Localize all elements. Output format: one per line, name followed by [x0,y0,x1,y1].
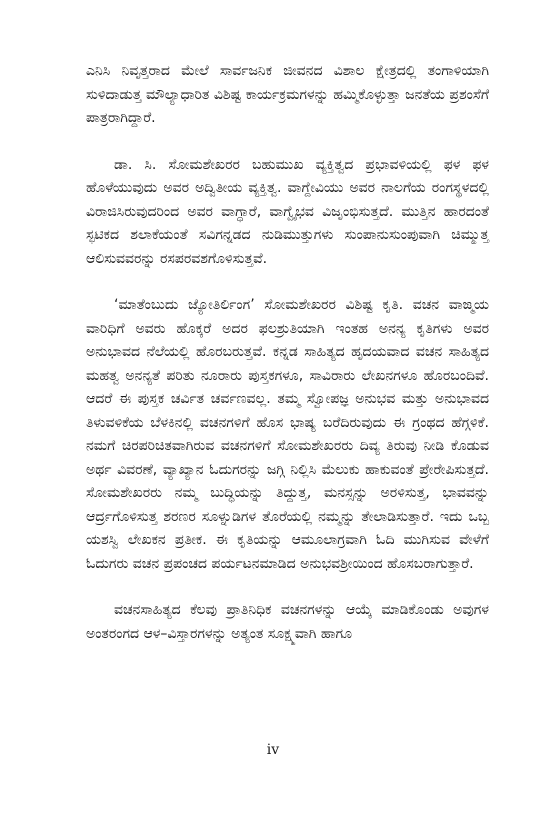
body-text [86,60,489,669]
paragraph-3: ‘ಮಾತೆಂಬುದು ಜ್ಯೋತಿರ್ಲಿಂಗ’ ಸೋಮಶೇಖರರ ವಿಶಿಷ್ಟ ಕೃತಿ. ವಚನ ವಾಙ್ಮಯ ವಾರಿಧಿಗೆ ಅವರು ಹೊಕ್ಕರೆ ಅದರ ಫಲಶ್ರುತಿಯಾಗಿ ಇಂತಹ ಅನನ್ಯ ಕೃತಿಗಳು ಅವರ ಅನುಭಾವದ ನೆಲೆಯಲ್ಲಿ ಹೊರಬರುತ್ತವೆ. ಕನ್ನಡ ಸಾಹಿತ್ಯದ ಹೃದಯವಾದ ವಚನ ಸಾಹಿತ್ಯದ ಮಹತ್ವ ಅನನ್ಯತೆ ಪರಿತು ನೂರಾರು ಪುಸ್ತಕಗಳೂ, ಸಾವಿರಾರು ಲೇಖನಗಳೂ ಹೊರಬಂದಿವೆ. ಆದರೆ ಈ ಪುಸ್ತಕ ಚರ್ವಿತ ಚರ್ವಣವಲ್ಲ. ತಮ್ಮ ಸ್ವೋಪಜ್ಞ ಅನುಭವ ಮತ್ತು ಅನುಭಾವದ ತಿಳುವಳಿಕೆಯ ಬೆಳಕಿನಲ್ಲಿ ವಚನಗಳಿಗೆ ಹೊಸ ಭಾಷ್ಯ ಬರೆದಿರುವುದು ಈ ಗ್ರಂಥದ ಹೆಗ್ಗಳಿಕೆ. ನಮಗೆ ಚಿರಪರಿಚಿತವಾಗಿರುವ ವಚನಗಳಿಗೆ ಸೋಮಶೇಖರರು ದಿವ್ಯ ತಿರುವು ನೀಡಿ ಕೊಡುವ ಅರ್ಥ ವಿವರಣೆ, ವ್ಯಾಖ್ಯಾನ ಓದುಗರನ್ನು ಜಗ್ಗಿ ನಿಲ್ಲಿಸಿ ಮೆಲುಕು ಹಾಕುವಂತೆ ಪ್ರೇರೇಪಿಸುತ್ತದೆ. ಸೋಮಶೇಖರರು ನಮ್ಮ ಬುದ್ಧಿಯನ್ನು ತಿದ್ದುತ್ತ, ಮನಸ್ಸನ್ನು ಅರಳಿಸುತ್ತ, ಭಾವವನ್ನು ಆರ್ದ್ರಗೊಳಿಸುತ್ತ ಶರಣರ ಸೂಳ್ನುಡಿಗಳ ತೊರೆಯಲ್ಲಿ ನಮ್ಮನ್ನು ತೇಲಾಡಿಸುತ್ತಾರೆ. ಇದು ಒಬ್ಬ ಯಶಸ್ವಿ ಲೇಖಕನ ಪ್ರತೀಕ. ಈ ಕೃತಿಯನ್ನು ಆಮೂಲಾಗ್ರವಾಗಿ ಓದಿ ಮುಗಿಸುವ ವೇಳೆಗೆ ಓದುಗರು ವಚನ ಪ್ರಪಂಚದ ಪರ್ಯಟನಮಾಡಿದ ಅನುಭವಶ್ರೀಯಿಂದ ಹೊಸಬರಾಗುತ್ತಾರೆ. [86,297,489,572]
paragraph-4: ವಚನಸಾಹಿತ್ಯದ ಕೆಲವು ಪ್ರಾತಿನಿಧಿಕ ವಚನಗಳನ್ನು ಆಯ್ಕೆ ಮಾಡಿಕೊಂಡು ಅವುಗಳ ಅಂತರಂಗದ ಆಳ–ವಿಸ್ತಾರಗಳನ್ನು ಅತ್ಯಂತ ಸೂಕ್ಷ್ಮವಾಗಿ ಹಾಗೂ [86,602,489,642]
page-number: iv [266,742,280,758]
paragraph-2: ಡಾ. ಸಿ. ಸೋಮಶೇಖರರ ಬಹುಮುಖ ವ್ಯಕ್ತಿತ್ವದ ಪ್ರಭಾವಳಿಯಲ್ಲಿ ಫಳ ಫಳ ಹೊಳೆಯುವುದು ಅವರ ಅದ್ವಿತೀಯ ವ್ಯಕ್ತಿತ್ವ. ವಾಗ್ದೇವಿಯು ಅವರ ನಾಲಗೆಯ ರಂಗಸ್ಥಳದಲ್ಲಿ ವಿರಾಜಿಸಿರುವುದರಿಂದ ಅವರ ವಾಗ್ಧಾರೆ, ವಾಗ್ವೈಭವ ವಿಜೃಂಭಿಸುತ್ತದೆ. ಮುತ್ತಿನ ಹಾರದಂತೆ ಸ್ಫಟಿಕದ ಶಲಾಕೆಯಂತೆ ಸವಿಗನ್ನಡದ ನುಡಿಮುತ್ತುಗಳು ಸುಂಪಾನುಸುಂಪುವಾಗಿ ಚಿಮ್ಮುತ್ತ ಆಲಿಸುವವರನ್ನು ರಸಪರವಶಗೊಳಿಸುತ್ತವೆ. [86,156,489,267]
paragraph-1: ಎನಿಸಿ ನಿವೃತ್ತರಾದ ಮೇಲೆ ಸಾರ್ವಜನಿಕ ಜೀವನದ ವಿಶಾಲ ಕ್ಷೇತ್ರದಲ್ಲಿ ತಂಗಾಳಿಯಾಗಿ ಸುಳಿದಾಡುತ್ತ ಮೌಲ್ಯಾಧಾರಿತ ವಿಶಿಷ್ಟ ಕಾರ್ಯಕ್ರಮಗಳನ್ನು ಹಮ್ಮಿಕೊಳ್ಳುತ್ತಾ ಜನತೆಯ ಪ್ರಶಂಸೆಗೆ ಪಾತ್ರರಾಗಿದ್ದಾರೆ. [86,63,489,126]
